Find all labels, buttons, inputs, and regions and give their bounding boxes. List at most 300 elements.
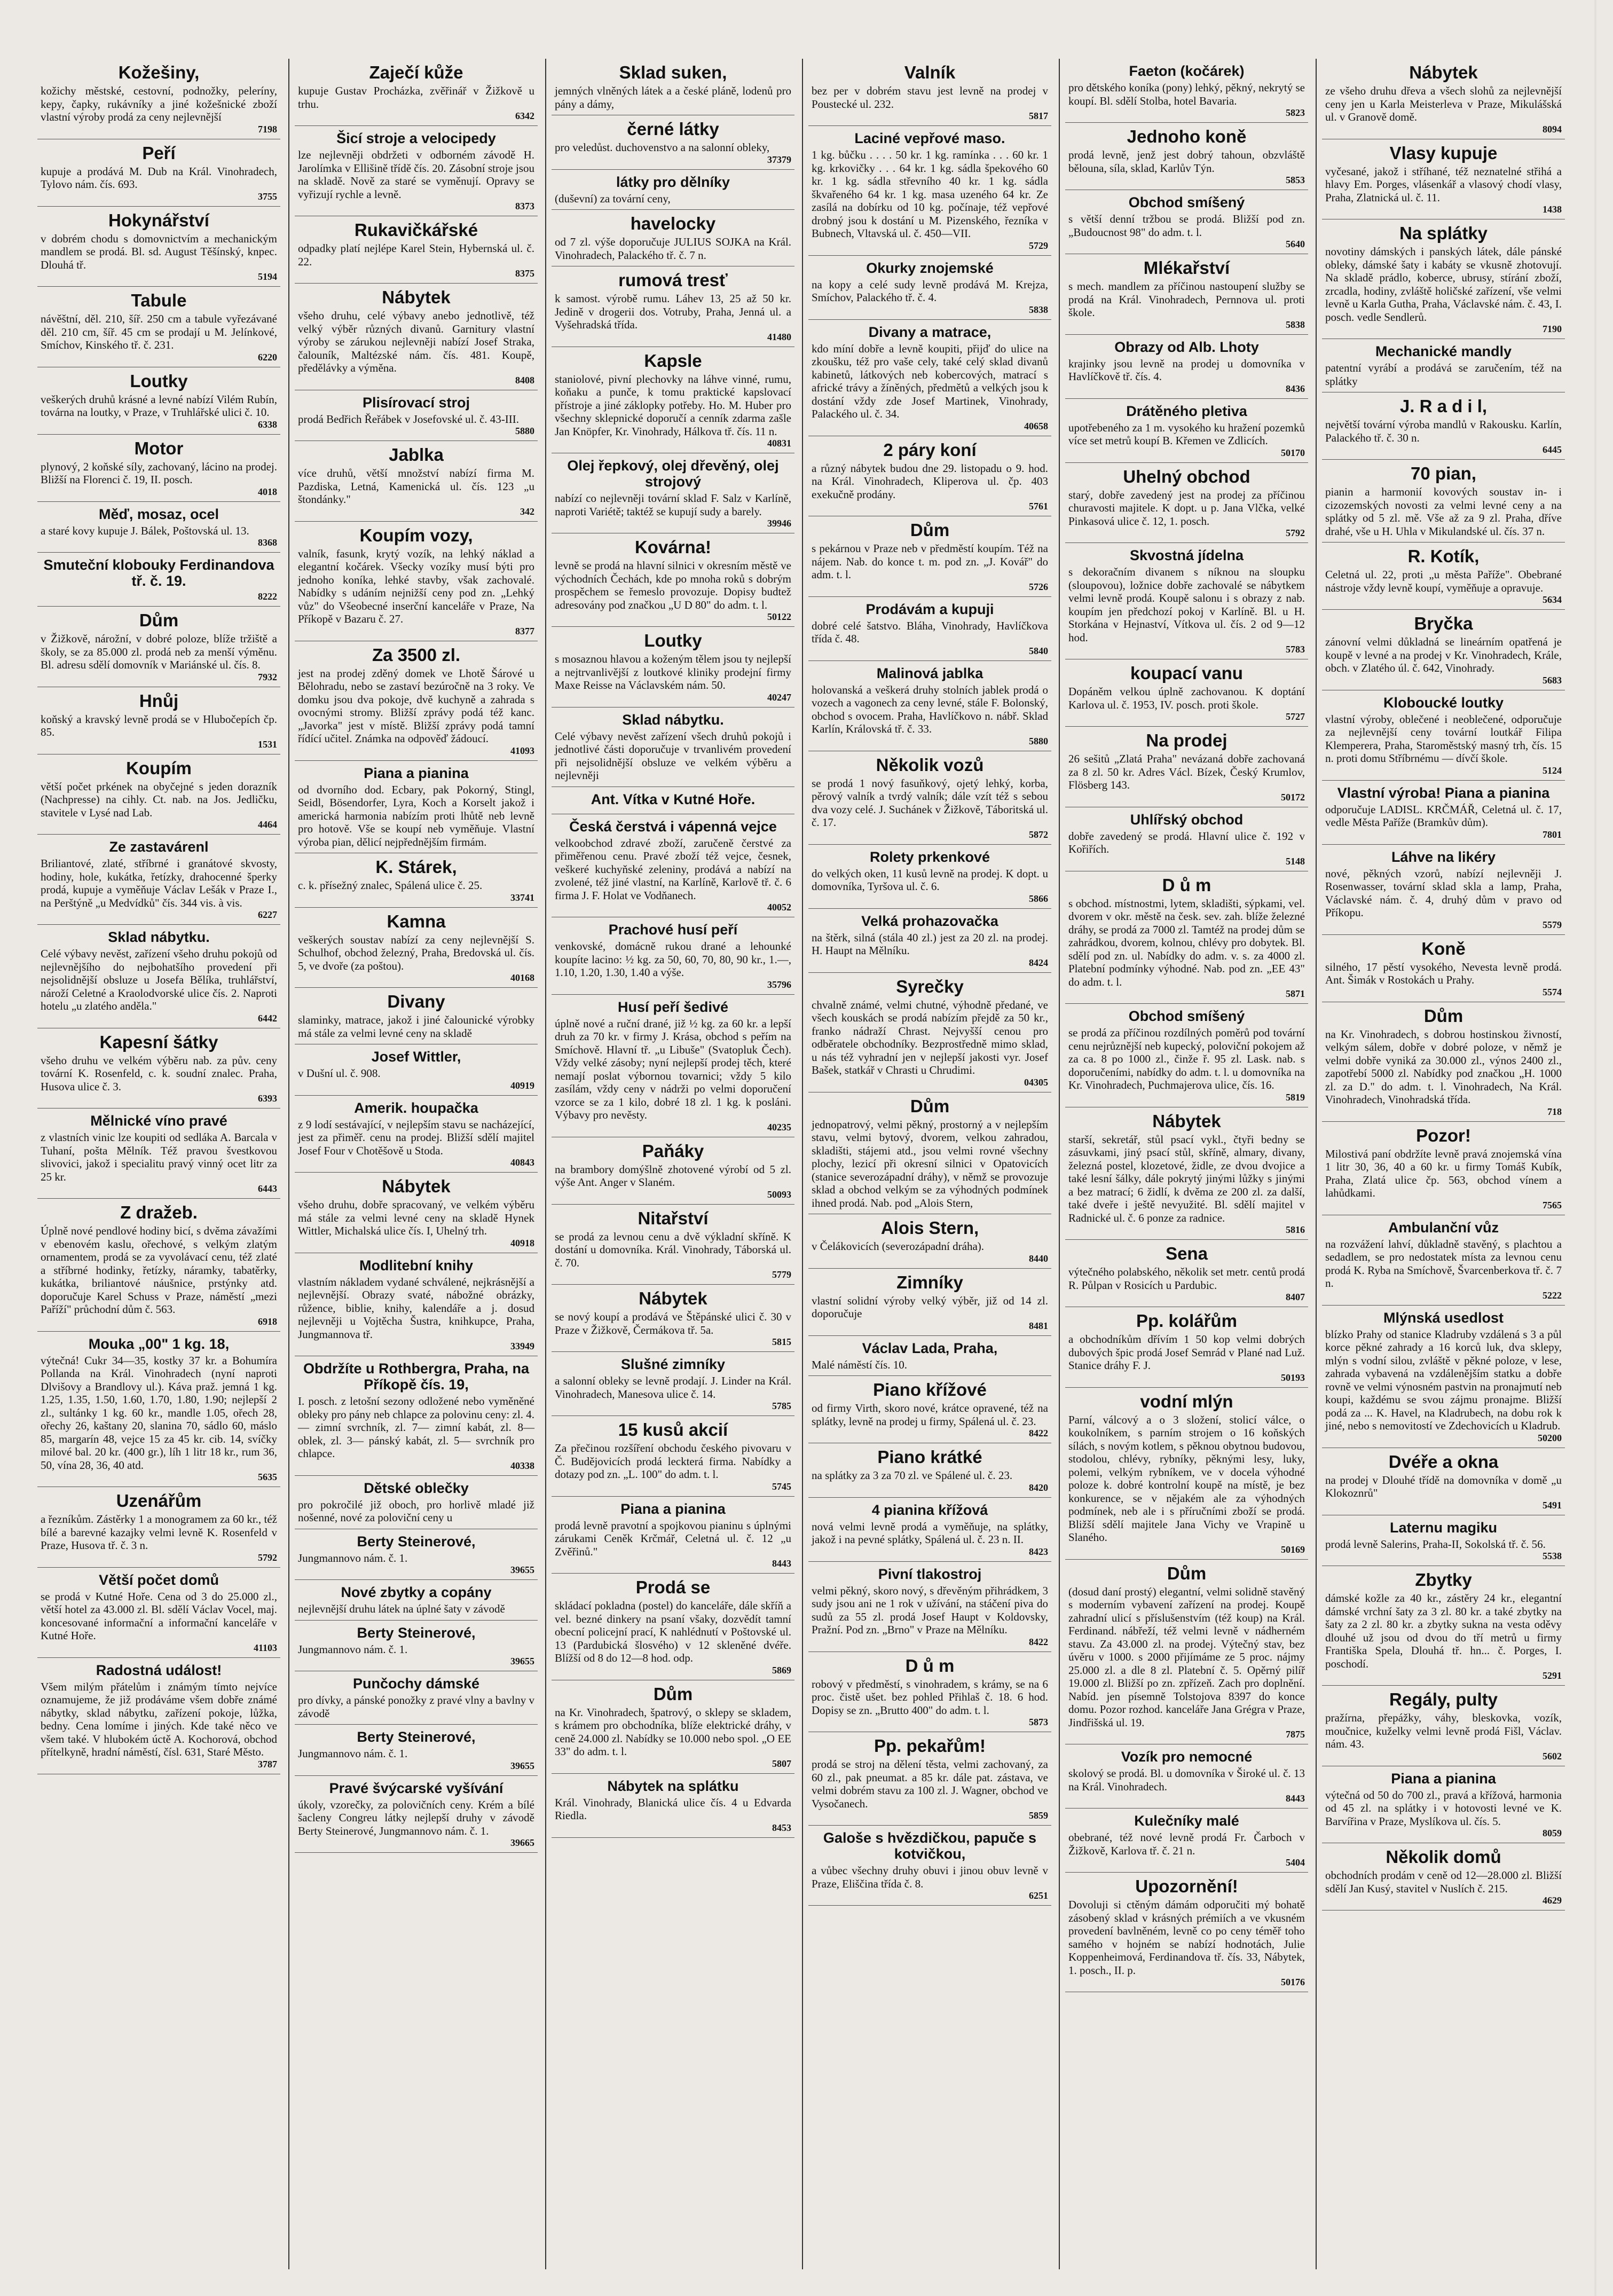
- ad-number: 5872: [1029, 829, 1048, 840]
- classified-ad: [1322, 1843, 1565, 1910]
- ad-number: 8422: [1029, 1636, 1048, 1647]
- ad-heading: Nábytek: [1152, 1111, 1221, 1131]
- ad-heading: Nábytek na splátku: [607, 1778, 739, 1794]
- ad-text: patentní vyrábí a prodává se zaručením, též na splátky: [1325, 361, 1562, 388]
- ad-number: 5574: [1543, 986, 1562, 997]
- ad-heading: Drátěného pletiva: [1126, 403, 1247, 419]
- classified-ad: [1065, 1307, 1308, 1388]
- ad-number: 5640: [1286, 239, 1305, 249]
- ad-number: 50172: [1281, 791, 1305, 803]
- classified-ad: [1322, 1448, 1565, 1515]
- classified-ad: [1065, 463, 1308, 544]
- ad-number: 6443: [258, 1183, 277, 1194]
- classified-ad: [808, 751, 1051, 845]
- ad-heading: Loutky: [130, 371, 188, 391]
- classified-ad: [295, 59, 538, 126]
- ad-heading: Pravé švýcarské vyšívání: [329, 1780, 503, 1796]
- ad-heading: Ze zastavárenl: [109, 839, 209, 855]
- ad-number: 5727: [1286, 711, 1305, 722]
- ad-text: dobře zavedený se prodá. Hlavní ulice č. 192 v Kořiřích.: [1068, 829, 1305, 855]
- ad-heading: Bryčka: [1414, 614, 1473, 633]
- ad-number: 41103: [253, 1642, 277, 1653]
- classified-ad: [1322, 1766, 1565, 1844]
- ad-heading: Ambulanční vůz: [1388, 1219, 1499, 1236]
- classified-ad: [552, 1285, 794, 1352]
- classified-ad: [1322, 610, 1565, 690]
- classified-ad: [37, 1487, 280, 1568]
- column-2: [295, 59, 538, 2269]
- ad-number: 5880: [515, 426, 534, 436]
- classified-ad: [1065, 1744, 1308, 1809]
- classified-ad: [552, 210, 794, 266]
- ad-text: všeho druhu ve velkém výběru nab. za pův. ceny tovární K. Rosenfeld, c. k. soudní znalec. Praha, Husova ulice č. 3.: [41, 1053, 277, 1093]
- ad-number: 5819: [1286, 1091, 1305, 1103]
- ad-text: z vlastních vinic lze koupiti od sedláka A. Barcala v Tuhaní, pošta Mělník. Též pravou švestkovou slivovici, jakož i specialitu pravý vinný ocet litr za 25 kr.: [41, 1131, 277, 1183]
- ad-number: 5148: [1286, 855, 1305, 867]
- ad-text: výtečná od 50 do 700 zl., pravá a křížová, harmonia od 45 zl. na splátky i v hotovosti levné ve K. Barvířina v Praze, Myslíkova ul. čís. 5.: [1325, 1788, 1562, 1828]
- ad-heading: Kapsle: [644, 350, 702, 371]
- ad-number: 8423: [1029, 1546, 1048, 1557]
- classified-ad: [295, 441, 538, 522]
- ad-heading: Kožešiny,: [118, 62, 200, 82]
- ad-heading: 15 kusů akcií: [618, 1420, 728, 1440]
- ad-number: 5635: [258, 1472, 277, 1482]
- ad-heading: Rukavičkářské: [354, 220, 478, 240]
- ad-text: v Čelákovicích (severozápadní dráha).: [812, 1240, 985, 1253]
- ad-text: pražírna, přepážky, váhy, bleskovka, vozík, moučnice, kuželky velmi levně prodá Fišl, Václav. nám. 43.: [1325, 1711, 1562, 1750]
- classified-ad: [1065, 1004, 1308, 1107]
- classified-ad: [1065, 1873, 1308, 1992]
- ad-text: veškerých soustav nabízí za ceny nejlevnější S. Schulhof, obchod železný, Praha, Bredovská ul. čís. 5, ve dvoře (za poštou).: [298, 933, 534, 972]
- classified-ad: [295, 908, 538, 988]
- ad-heading: Mělnické víno pravé: [90, 1113, 227, 1129]
- ad-heading: Česká čerstvá i vápenná vejce: [569, 818, 777, 835]
- ad-number: 7875: [1286, 1729, 1305, 1740]
- ad-text: větší počet prkének na obyčejné s jeden dorazník (Nachpresse) na cihly. Ct. nab. na Jos. Jedličku, stavitele v Lysé nad Lab.: [41, 780, 277, 819]
- ad-heading: Obrazy od Alb. Lhoty: [1114, 339, 1259, 355]
- ad-text: obebrané, též nové levně prodá Fr. Čarboch v Žižkově, Karlova tř. č. 21 n.: [1068, 1831, 1305, 1857]
- ad-heading: Laternu magiku: [1389, 1519, 1498, 1536]
- ad-text: se prodá 1 nový fasuňkový, ojetý lehký, korba, pěrový valník a tvrdý valník; dále vzít též s sebou dva vozy celé. J. Suchánek v Žižkově, Táboritská ul. č. 17.: [812, 776, 1048, 829]
- classified-ad: [1322, 460, 1565, 542]
- ad-number: 5124: [1543, 765, 1562, 776]
- ad-text: upotřebeného za 1 m. vysokého ku hražení pozemků více set metrů koupí B. Křemen ve Zdlicích.: [1068, 421, 1305, 447]
- ad-number: 8407: [1286, 1292, 1305, 1302]
- ad-heading: Piana a pianina: [620, 1500, 726, 1517]
- ad-number: 5823: [1286, 107, 1305, 118]
- ad-heading: Divany: [387, 992, 445, 1011]
- ad-number: 5873: [1029, 1717, 1048, 1727]
- classified-ad: [808, 1269, 1051, 1336]
- ad-heading: Dům: [653, 1684, 693, 1704]
- ad-text: více druhů, větší množství nabízí firma M. Pazdiska, Letná, Kamenická ul. čís. 123 „u štondánky.": [298, 467, 534, 506]
- ad-heading: Amerik. houpačka: [354, 1099, 478, 1116]
- classified-ad: [295, 1044, 538, 1096]
- column-rule: [1059, 59, 1060, 2269]
- ad-text: úkoly, vzorečky, za polovičních ceny. Krém a bílé šacleny Congreu látky nejlepší druhy v závodě Berty Steinerové, Jungmannovo nám. č. 1.: [298, 1798, 534, 1837]
- ad-heading: Upozornění!: [1135, 1876, 1238, 1896]
- ad-heading: Laciné vepřové maso.: [854, 130, 1005, 146]
- ad-heading: Skvostná jídelna: [1129, 547, 1244, 563]
- ad-number: 1438: [1543, 204, 1562, 215]
- ad-text: levně se prodá na hlavní silnici v okresním městě ve východních Čechách, kde po mnoha roků s dobrým prospěchem se řemeslo provozuje. Dopisy budtež adresovány pod značkou „U D 80" do adm. t. l.: [555, 559, 791, 611]
- ad-number: 5683: [1543, 674, 1562, 686]
- ad-number: 8436: [1286, 383, 1305, 394]
- classified-ad: [808, 1652, 1051, 1733]
- ad-number: 33741: [510, 892, 534, 903]
- ad-text: pro pokročilé již oboch, pro horlivě mladé již nošenné, nové za poloviční ceny u: [298, 1498, 534, 1524]
- classified-ad: [37, 607, 280, 687]
- ad-text: prodá Bedřich Řeřábek v Josefovské ul. č. 43-III.: [298, 412, 520, 426]
- ad-text: velkoobchod zdravé zboží, zaručeně čerstvé za přiměřenou cenu. Pravé zboží též vejce, česnek, veškeré kuchyňské zeleniny, prodává a nabízí na zvolené, též jiné vlastní, na Karlíně, Karlově tř. č. 6 firma J. F. Holat ve Vodňanech.: [555, 836, 791, 902]
- ad-number: 40338: [510, 1460, 534, 1471]
- classified-ad: [1065, 1388, 1308, 1560]
- ad-text: staniolové, pivní plechovky na láhve vinné, rumu, koňaku a punče, k tomu praktické kapslovací přístroje a jiné záklopky potřeby. Ho. M. Huber pro všechny sklepnické doporučí a cenník zdarma zašle Jan Knöpfer, Kr. Vinohrady, Hálkova tř. čís. 11 n.: [555, 372, 791, 438]
- ad-heading: Dům: [1423, 1005, 1463, 1026]
- classified-ad: [552, 347, 794, 454]
- ad-heading: Dům: [910, 520, 950, 540]
- classified-ad: [37, 687, 280, 754]
- ad-text: úplně nové a ruční drané, již ½ kg. za 60 kr. a lepší druh za 70 kr. v firmy J. Krása, obchod s peřím na Smíchově. Hlavní tř. „u Libuše" (Svatopluk Čech). Vždy velké zásoby; nyní nejlepší prodej těch, které nemají poslat výbornou tovarnici; vždy 5 kilo zasílám, vždy ceny v nádrži po velmi doporučení vzorce se za 1 kilo, dobré 18 zl. 1 kg. k posláni. Výbavy pro nevěsty.: [555, 1017, 791, 1121]
- classified-ad: [295, 522, 538, 641]
- ad-text: dámské kožle za 40 kr., zástěry 24 kr., elegantní dámské vrchní šaty za 3 zl. 80 kr. a také zbytky na šaty za 2 zl. 80 kr. a zbytky sukna na vesta oděvy dlouhé už jsou od dvou do tří metrů u firmy Františka Spela, Dlouhá tř. hn... č. Porges, I. poschodí.: [1325, 1592, 1562, 1670]
- ad-heading: Vozík pro nemocné: [1121, 1749, 1253, 1765]
- classified-ad: [1065, 254, 1308, 335]
- ad-text: plynový, 2 koňské síly, zachovaný, lácino na prodej. Bližší na Florenci č. 19, II. posch.: [41, 460, 277, 486]
- ad-heading: Obdržíte u Rothbergra, Praha, na Příkopě čís. 19,: [303, 1361, 530, 1393]
- classified-ad: [552, 995, 794, 1137]
- ad-text: Jungmannovo nám. č. 1.: [298, 1642, 408, 1656]
- classified-ad: [808, 59, 1051, 126]
- ad-heading: Měď, mosaz, ocel: [99, 506, 219, 522]
- ad-text: vlastní výroby, oblečené i neoblečené, odporučuje za nejlevnější ceny tovární loutkář Filipa Klemperera, Praha, Staroměstský masný trh, čís. 15 n. proti domu Stříbrnému — dívčí škole.: [1325, 712, 1562, 765]
- ad-heading: Hokynářství: [108, 210, 209, 230]
- ad-number: 5840: [1029, 645, 1048, 656]
- ad-number: 50093: [767, 1189, 791, 1200]
- classified-ad: [1065, 335, 1308, 399]
- ad-text: koňský a kravský levně prodá se v Hlubočepích čp. 85.: [41, 712, 277, 738]
- ad-heading: Punčochy dámské: [352, 1676, 480, 1692]
- ad-number: 4464: [258, 819, 277, 830]
- ad-number: 40918: [510, 1237, 534, 1248]
- ad-number: 5859: [1029, 1810, 1048, 1821]
- ad-heading: Motor: [134, 438, 184, 458]
- ad-text: na kopy a celé sudy levně prodává M. Krejza, Smíchov, Palackého tř. č. 4.: [812, 278, 1048, 304]
- ad-heading: Malinová jablka: [876, 665, 983, 681]
- ad-heading: D ů m: [905, 1655, 955, 1676]
- ad-heading: Valník: [904, 62, 956, 82]
- ad-text: odporučuje LADISL. KRČMÁŘ, Celetná ul. č. 17, vedle Města Paříže (Bramkův dům).: [1325, 803, 1562, 829]
- ad-text: a vůbec všechny druhy obuvi i jinou obuv levně v Praze, Eliščina třída č. 8.: [812, 1864, 1048, 1890]
- ad-heading: Kovárna!: [634, 537, 712, 557]
- ad-heading: Dětské oblečky: [364, 1480, 469, 1496]
- classified-ad: [552, 814, 794, 918]
- classified-ad: [1065, 727, 1308, 807]
- ad-heading: Paňáky: [642, 1141, 704, 1161]
- ad-heading: Pp. kolářům: [1136, 1311, 1237, 1331]
- ad-number: 5602: [1543, 1750, 1562, 1762]
- classified-ad: [808, 973, 1051, 1092]
- ad-text: výtečného polabského, několik set metr. centů prodá R. Půlpan v Rosicích u Pardubic.: [1068, 1265, 1305, 1292]
- classified-ad: [295, 1356, 538, 1476]
- ad-number: 8059: [1543, 1828, 1562, 1838]
- ad-text: silného, 17 pěstí vysokého, Nevesta levně prodá. Ant. Šimák v Rostokách u Prahy.: [1325, 960, 1562, 986]
- classified-ad: [808, 909, 1051, 973]
- classified-ad: [295, 853, 538, 908]
- classified-ad: [1322, 1515, 1565, 1567]
- ad-heading: Radostná událost!: [96, 1662, 222, 1678]
- ad-text: pianin a harmonií kovových soustav in- i cizozemských novosti za velmi levné ceny a na splátky od 5 zl. mě. Vše až za 9 zl. Praha, dříve drahé, vše u H. Uhla v Mikulandské ul. čís. 37 n.: [1325, 485, 1562, 538]
- classified-ad: [808, 126, 1051, 256]
- ad-text: na rozvážení lahví, důkladně stavěný, s plachtou a sedadlem, se pro nedostatek místa za levnou cenu prodá K. Ryba na Smíchově, Švarcenberkova tř. č. 7 n.: [1325, 1237, 1562, 1289]
- classified-ad: [808, 516, 1051, 597]
- ad-heading: rumová tresť: [618, 270, 728, 290]
- ad-text: a salonní obleky se levně prodají. J. Linder na Král. Vinohradech, Manesova ulice č. 14.: [555, 1374, 791, 1401]
- ad-heading: D ů m: [1162, 875, 1211, 895]
- ad-number: 50170: [1281, 447, 1305, 458]
- ad-text: prodá levně pravotní a spojkovou pianinu s úplnými zárukami Ceněk Krčmář, Celetná ul. č. 12 „u Zvěřinů.": [555, 1519, 791, 1558]
- ad-number: 5745: [772, 1481, 791, 1492]
- ad-text: s pekárnou v Praze neb v předměstí koupím. Též na nájem. Nab. do konce t. m. pod zn. „J. Kovář" do adm. t. l.: [812, 542, 1048, 581]
- classified-ad: [552, 627, 794, 707]
- classified-ad: [37, 1568, 280, 1658]
- ad-number: 5792: [1286, 528, 1305, 538]
- classified-ad: [1065, 659, 1308, 727]
- classified-ad: [808, 1092, 1051, 1215]
- ad-heading: Smuteční klobouky Ferdinandova tř. č. 19.: [43, 557, 274, 589]
- ad-heading: vodní mlýn: [1140, 1391, 1233, 1411]
- ad-text: od 7 zl. výše doporučuje JULIUS SOJKA na Král. Vinohradech, Palackého tř. č. 7 n.: [555, 235, 791, 262]
- ad-text: ze všeho druhu dřeva a všech slohů za nejlevnější ceny jen u Karla Meisterleva v Praze, Mikulášská ul. v Granově domě.: [1325, 84, 1562, 123]
- ad-heading: Pozor!: [1416, 1125, 1471, 1145]
- ad-text: se prodá v Kutné Hoře. Cena od 3 do 25.000 zl., větší hotel za 43.000 zl. Bl. sdělí Václav Vocel, maj. koncesované informační a informační kanceláře v Kutné Hoře.: [41, 1590, 277, 1642]
- ad-text: nejlevnější druhu látek na úplné šaty v závodě: [298, 1602, 505, 1615]
- ad-text: Za přečinou rozšíření obchodu českého pivovaru v Č. Budějovicích prodá leckterá firma. Nabídky a dotazy pod zn. „L. 100" do adm. t. l.: [555, 1442, 791, 1481]
- classified-ad: [37, 1199, 280, 1332]
- ad-heading: Václav Lada, Praha,: [862, 1340, 998, 1356]
- ad-text: starý, dobře zavedený jest na prodej za příčinou churavosti majitele. K dopt. u p. Jana Vlčka, velké Pinkasová ulice č. 12, 1. posch.: [1068, 488, 1305, 528]
- ad-number: 40831: [767, 438, 791, 449]
- ad-heading: Z dražeb.: [120, 1202, 198, 1222]
- ad-number: 8420: [1029, 1482, 1048, 1493]
- ad-number: 5291: [1543, 1670, 1562, 1681]
- ad-text: z 9 lodí sestávající, v nejlepším stavu se nacházející, jest za přiměř. cenu na prodej. Bližší sdělí majitel Josef Four v Chotěšově u Stoda.: [298, 1118, 534, 1157]
- classified-ad: [1065, 190, 1308, 254]
- ad-text: Parní, válcový a o 3 složení, stolicí válce, o koukolníkem, s parním strojem o 16 koňských sílách, s novým kotlem, s pěknou obytnou budovou, stodolou, chlévy, rybníky, pěknými lesy, luky, polemi, velkým rybníkem, ve v docela výhodné poloze k. dobré kontrolní koupě na místě, je bez konkurence, se v nějakém ale za výhodných podmínek, neb ale i s příručními zboží se prodá. Bližší sdělí majitele Jana Vichy ve Vrapině u Slaného.: [1068, 1413, 1305, 1544]
- ad-text: Malé náměstí čís. 10.: [812, 1358, 908, 1371]
- ad-text: dobré celé šatstvo. Bláha, Vinohrady, Havlíčkova třída č. 48.: [812, 619, 1048, 645]
- ad-heading: Kapesní šátky: [99, 1032, 218, 1052]
- ad-heading: Velká prohazovačka: [861, 913, 998, 929]
- ad-number: 7190: [1543, 324, 1562, 334]
- classified-ad: [808, 320, 1051, 436]
- ad-number: 6338: [258, 419, 277, 430]
- ad-text: a obchodníkům dřívím 1 50 kop velmi dobrých dubových špic prodá Josef Semrád v Plané nad Luž. Stanice dráhy F. J.: [1068, 1333, 1305, 1372]
- classified-ad: [1065, 399, 1308, 463]
- classified-ad: [552, 1205, 794, 1285]
- classified-ad: [552, 533, 794, 627]
- column-3: [552, 59, 794, 2269]
- ad-text: se nový koupí a prodává ve Štěpánské ulici č. 30 v Praze v Žižkově, Čermákova tř. 5a.: [555, 1310, 791, 1336]
- ad-heading: Okurky znojemské: [866, 260, 994, 276]
- ad-text: Jungmannovo nám. č. 1.: [298, 1551, 408, 1564]
- classified-ad: [1065, 871, 1308, 1004]
- ad-number: 50193: [1281, 1372, 1305, 1383]
- ad-number: 5726: [1029, 581, 1048, 592]
- ad-text: na prodej v Dlouhé třídě na domovníka v domě „u Klokoznrů": [1325, 1473, 1562, 1499]
- ad-heading: černé látky: [627, 119, 719, 139]
- ad-text: s mech. mandlem za příčinou nastoupení služby se prodá na Král. Vinohradech, Pernnova ul. proti škole.: [1068, 280, 1305, 319]
- ad-heading: Syrečky: [896, 976, 964, 996]
- ad-heading: Kloboucké loutky: [1383, 694, 1504, 711]
- classified-ad: [1322, 339, 1565, 392]
- ad-heading: Peří: [142, 143, 176, 163]
- classified-ad: [552, 266, 794, 347]
- ad-heading: Sklad nábytku.: [108, 929, 210, 945]
- ad-text: s obchod. místnostmi, lytem, skladišti, sýpkami, vel. dvorem v okr. městě na česk. sev. zah. blíže železné dráhy, se prodá za 7000 zl. Tamtéž na prodej dům se zahrádkou, dvorem, kolnou, chlévy pro dobytek. Bl. sdělí pod zn. ul. Nabídky do adm. v. s. za 4000 zl. Platební podmínky výhodné. Nab. pod zn. „EE 43" do adm. t. l.: [1068, 897, 1305, 988]
- ad-text: kdo míní dobře a levně koupiti, přijď do ulice na zkoušku, též pro vaše cely, také celý sklad divanů kabinetů, látkových neb kobercových, matrací s africké trávy a žíněných, předmětů a velkých jsou k dostání vždy zde Josef Martinek, Vinohrady, Palackého ul. č. 34.: [812, 342, 1048, 420]
- classified-ad: [295, 1621, 538, 1672]
- classified-ad: [808, 436, 1051, 517]
- ad-number: 39665: [510, 1837, 534, 1848]
- ad-heading: Na prodej: [1146, 730, 1228, 750]
- classified-ad: [808, 845, 1051, 909]
- classified-ad: [1322, 59, 1565, 139]
- ad-text: pro dětského koníka (pony) lehký, pěkný, nekrytý se koupí. Bl. sdělí Stolba, hotel Bavaria.: [1068, 81, 1305, 107]
- ad-number: 50122: [767, 611, 791, 622]
- ad-heading: R. Kotík,: [1407, 546, 1480, 566]
- ad-text: starší, sekretář, stůl psací vykl., čtyři bedny se zásuvkami, jiný psací stůl, skříně, almary, divany, železná postel, klozetové, židle, ze dvou dvojice a také lesní šálky, dále pokrytý jinými lůžky s jinými a bez matrací; 6 židlí, k dvěma ze 200 zl. za další, také dveře i ještě nevyužité. Bl. sdělí majitel v Radnické ul. č. 6 ponze za radnice.: [1068, 1133, 1305, 1224]
- classified-ad: [808, 1562, 1051, 1652]
- ad-heading: Nábytek: [1409, 62, 1478, 82]
- ad-heading: Mlékařství: [1143, 258, 1230, 278]
- ad-heading: Nové zbytky a copány: [341, 1584, 492, 1600]
- ad-number: 8422: [1029, 1428, 1048, 1438]
- ad-heading: Nábytek: [639, 1288, 707, 1308]
- ad-text: se prodá za příčinou rozdílných poměrů pod tovární cenu nejrůznější neb kupecký, poloviční pokojem až za ca. 8 po 1000 zl., činže ř. 95 zl. Lask. nab. s doporučeními, nabídky do adm. t. l. u domovníka na Kr. Vinohradech, Puchmajerova ulice, čís. 16.: [1068, 1026, 1305, 1091]
- ad-number: 8222: [258, 591, 277, 602]
- ad-heading: Větší počet domů: [98, 1571, 219, 1588]
- ad-text: s mosaznou hlavou a koženým tělem jsou ty nejlepší a nejtrvanlivější z loutkové kliniky prodejní firmy Maxe Reisse na Václavském nám. 50.: [555, 652, 791, 691]
- ad-text: výtečná! Cukr 34—35, kostky 37 kr. a Bohumíra Pollanda na Král. Vinohradech (nyní naproti Dlvišovy a Brandlovy ul.). Káva praž. jemná 1 kg. 1.25, 1.35, 1.50, 1.60, 1.70, 1.80, 1.90; nejlepší 2 zl., sultánky 1 kg. 60 kr., mandle 1.05, ořech 28, ořechy 26, kaštany 20, slanina 70, sádlo 60, máslo 85, margarín 48, vejce 15 za 45 kr. cib. 14, svíčky milové bal. 20 kr. (400 gr.), líh 1 litr 18 kr., rum 36, 50, vína 28, 36, 40 atd.: [41, 1354, 277, 1472]
- ad-text: velmi pěkný, skoro nový, s dřevěným přihrádkem, 3 sudy jsou ani ne 1 rok v užívání, na stáčení piva do sudů za 55 zl. prodá Josef Haupt v Koldovsky, Pražní. Pod zn. „Brno" v Praze na Mělníku.: [812, 1584, 1048, 1636]
- classified-ad: [1065, 1240, 1308, 1307]
- page-crease: [1594, 0, 1597, 2296]
- ad-text: chvalně známé, velmi chutné, výhodně předané, ve všech kouskách se prodá nabízím přejdě za 50 kr., franko nádraží Chrast. Nejvyšší cenou pro odběratele obchodníky. Bezprostředně mimo sklad, u nás též vyhradní jen v nejlepší jakosti vyr. Josef Bašek, statkář v Chrasti u Chrudimi.: [812, 998, 1048, 1076]
- ad-number: 5838: [1286, 319, 1305, 330]
- ad-number: 4018: [258, 486, 277, 497]
- column-1: [37, 59, 280, 2269]
- classified-ad: [808, 661, 1051, 751]
- ad-number: 5816: [1286, 1224, 1305, 1235]
- classified-ad: [552, 1680, 794, 1774]
- ad-number: 37379: [767, 154, 791, 165]
- ad-heading: Sena: [1166, 1244, 1208, 1263]
- ad-heading: Slušné zimníky: [620, 1356, 726, 1372]
- ad-number: 40052: [767, 902, 791, 913]
- ad-text: slaminky, matrace, jakož i jiné čalounické výrobky má stále za velmi levné ceny na skladě: [298, 1013, 534, 1040]
- ad-number: 8094: [1543, 123, 1562, 135]
- classified-ad: [295, 126, 538, 216]
- ad-text: prodá levně Salerins, Praha-II, Sokolská tř. č. 56.: [1325, 1537, 1546, 1551]
- ad-heading: Rolety prkenkové: [869, 848, 990, 865]
- classified-ad: [295, 641, 538, 761]
- ad-heading: Berty Steinerové,: [357, 1624, 476, 1641]
- classified-ad: [295, 1173, 538, 1253]
- classified-ad: [37, 435, 280, 502]
- classified-ad: [1065, 543, 1308, 659]
- ad-heading: Alois Stern,: [880, 1218, 979, 1238]
- ad-number: 33949: [510, 1341, 534, 1351]
- ad-text: s dekoračním divanem s níknou na sloupku (sloupovou), ložnice dobře zachovalé se nábytkem velmi levně prodá. Koupě salonu i s obrazy z nab. koupím jen předchozí pokoj v Karlíně. Bl. u H. Storkána v Hejnaství, Vítkova ul. čís. 2 od 9—12 hod.: [1068, 565, 1305, 644]
- ad-text: valník, fasunk, krytý vozík, na lehký náklad a elegantní kočárek. Všecky vozíky musí býti pro jednoho koníka, lehké stavby, však zachovalé. Nabídky s udáním nejnižší ceny pod zn. „Lehký vůz" do Všeobecné inserční kanceláře v Praze, Na Příkopě v Bazaru č. 27.: [298, 547, 534, 625]
- ad-number: 39655: [510, 1656, 534, 1666]
- ad-heading: Pivní tlakostroj: [878, 1566, 982, 1582]
- ad-heading: Láhve na likéry: [1391, 848, 1496, 865]
- classified-ad: [37, 139, 280, 207]
- ad-text: návěštní, děl. 210, šíř. 250 cm a tabule vyřezávané děl. 210 cm, šíř. 45 cm se prodají u M. Jelínkové, Smíchov, Kinského tř. č. 231.: [41, 312, 277, 351]
- ad-number: 5869: [772, 1664, 791, 1676]
- classified-ad: [295, 216, 538, 284]
- ad-heading: Berty Steinerové,: [357, 1533, 476, 1550]
- ad-heading: Obchod smíšený: [1128, 194, 1245, 210]
- ad-heading: Ant. Vítka v Kutné Hoře.: [591, 791, 756, 807]
- ad-number: 8368: [258, 537, 277, 548]
- ad-text: všeho druhu, dobře spracovaný, ve velkém výběru má stále za velmi levné ceny na skladě Hynek Wittler, Michalská ulice čís. I, Uhelný trh.: [298, 1198, 534, 1237]
- classified-ad: [1322, 1122, 1565, 1215]
- newspaper-page: [37, 59, 1575, 2269]
- ad-number: 40247: [767, 691, 791, 703]
- classified-ad: [1322, 219, 1565, 339]
- classified-ad: [808, 1826, 1051, 1906]
- ad-text: na Kr. Vinohradech, s dobrou hostinskou živností, velkým sálem, dobře v dobré poloze, v němž je velmi dobře vyniká za 30.000 zl., výnos 2400 zl., zapotřebí 5000 zl. Nabídky pod značkou „H. 1000 zl. za D." do adm. t. l. Vinohradech, Na Král. Vinohradech, Vinohradská třída.: [1325, 1027, 1562, 1106]
- ad-number: 41093: [510, 745, 534, 756]
- column-rule: [802, 59, 803, 2269]
- ad-heading: Sklad suken,: [619, 62, 727, 82]
- ad-heading: Galoše s hvězdičkou, papuče s kotvičkou,: [823, 1830, 1037, 1862]
- ad-number: 3755: [258, 191, 277, 202]
- ad-heading: Piano krátké: [877, 1447, 982, 1467]
- ad-text: do velkých oken, 11 kusů levně na prodej. K dopt. u domovníka, Tyršova ul. č. 6.: [812, 867, 1048, 893]
- classified-ad: [37, 207, 280, 287]
- ad-heading: J. R a d i l,: [1399, 396, 1488, 416]
- ad-heading: Regály, pulty: [1389, 1689, 1498, 1709]
- ad-number: 8424: [1029, 957, 1048, 968]
- ad-text: pro dívky, a pánské ponožky z pravé vlny a bavlny v závodě: [298, 1694, 534, 1720]
- ad-text: Jungmannovo nám. č. 1.: [298, 1747, 408, 1760]
- ad-heading: Dům: [1167, 1563, 1207, 1583]
- classified-ad: [295, 1253, 538, 1357]
- ad-number: 5761: [1029, 501, 1048, 512]
- ad-text: (duševní) za tovární ceny,: [555, 192, 671, 205]
- ad-text: v Dušní ul. č. 908.: [298, 1067, 381, 1080]
- classified-ad: [295, 1776, 538, 1853]
- ad-text: prodá levně, jenž jest dobrý tahoun, obzvláště bělouna, síla, sklad, Karlův Týn.: [1068, 148, 1305, 175]
- ad-text: robový v předměstí, s vinohradem, s krámy, se na 6 proc. čistě ušet. bez pohled Přihlaš č. 18. 6 hod. Dopisy se zn. „Brutto 400" do adm. t. l.: [812, 1677, 1048, 1717]
- ad-text: na brambory domýšlně zhotovené výrobí od 5 zl. výše Ant. Anger v Slaném.: [555, 1162, 791, 1189]
- ad-number: 5194: [258, 271, 277, 282]
- ad-number: 4629: [1543, 1895, 1562, 1906]
- ad-heading: Kulečníky malé: [1134, 1813, 1239, 1829]
- ad-heading: Jednoho koně: [1127, 127, 1247, 146]
- classified-ad: [37, 59, 280, 139]
- ad-number: 39655: [510, 1760, 534, 1771]
- classified-ad: [552, 115, 794, 170]
- ad-text: nabízí co nejlevněji tovární sklad F. Salz v Karlíně, naproti Variétě; taktéž se kupují sudy a barely.: [555, 492, 791, 518]
- classified-ad: [37, 1658, 280, 1774]
- ad-number: 5817: [1029, 111, 1048, 121]
- classified-ad: [295, 1580, 538, 1621]
